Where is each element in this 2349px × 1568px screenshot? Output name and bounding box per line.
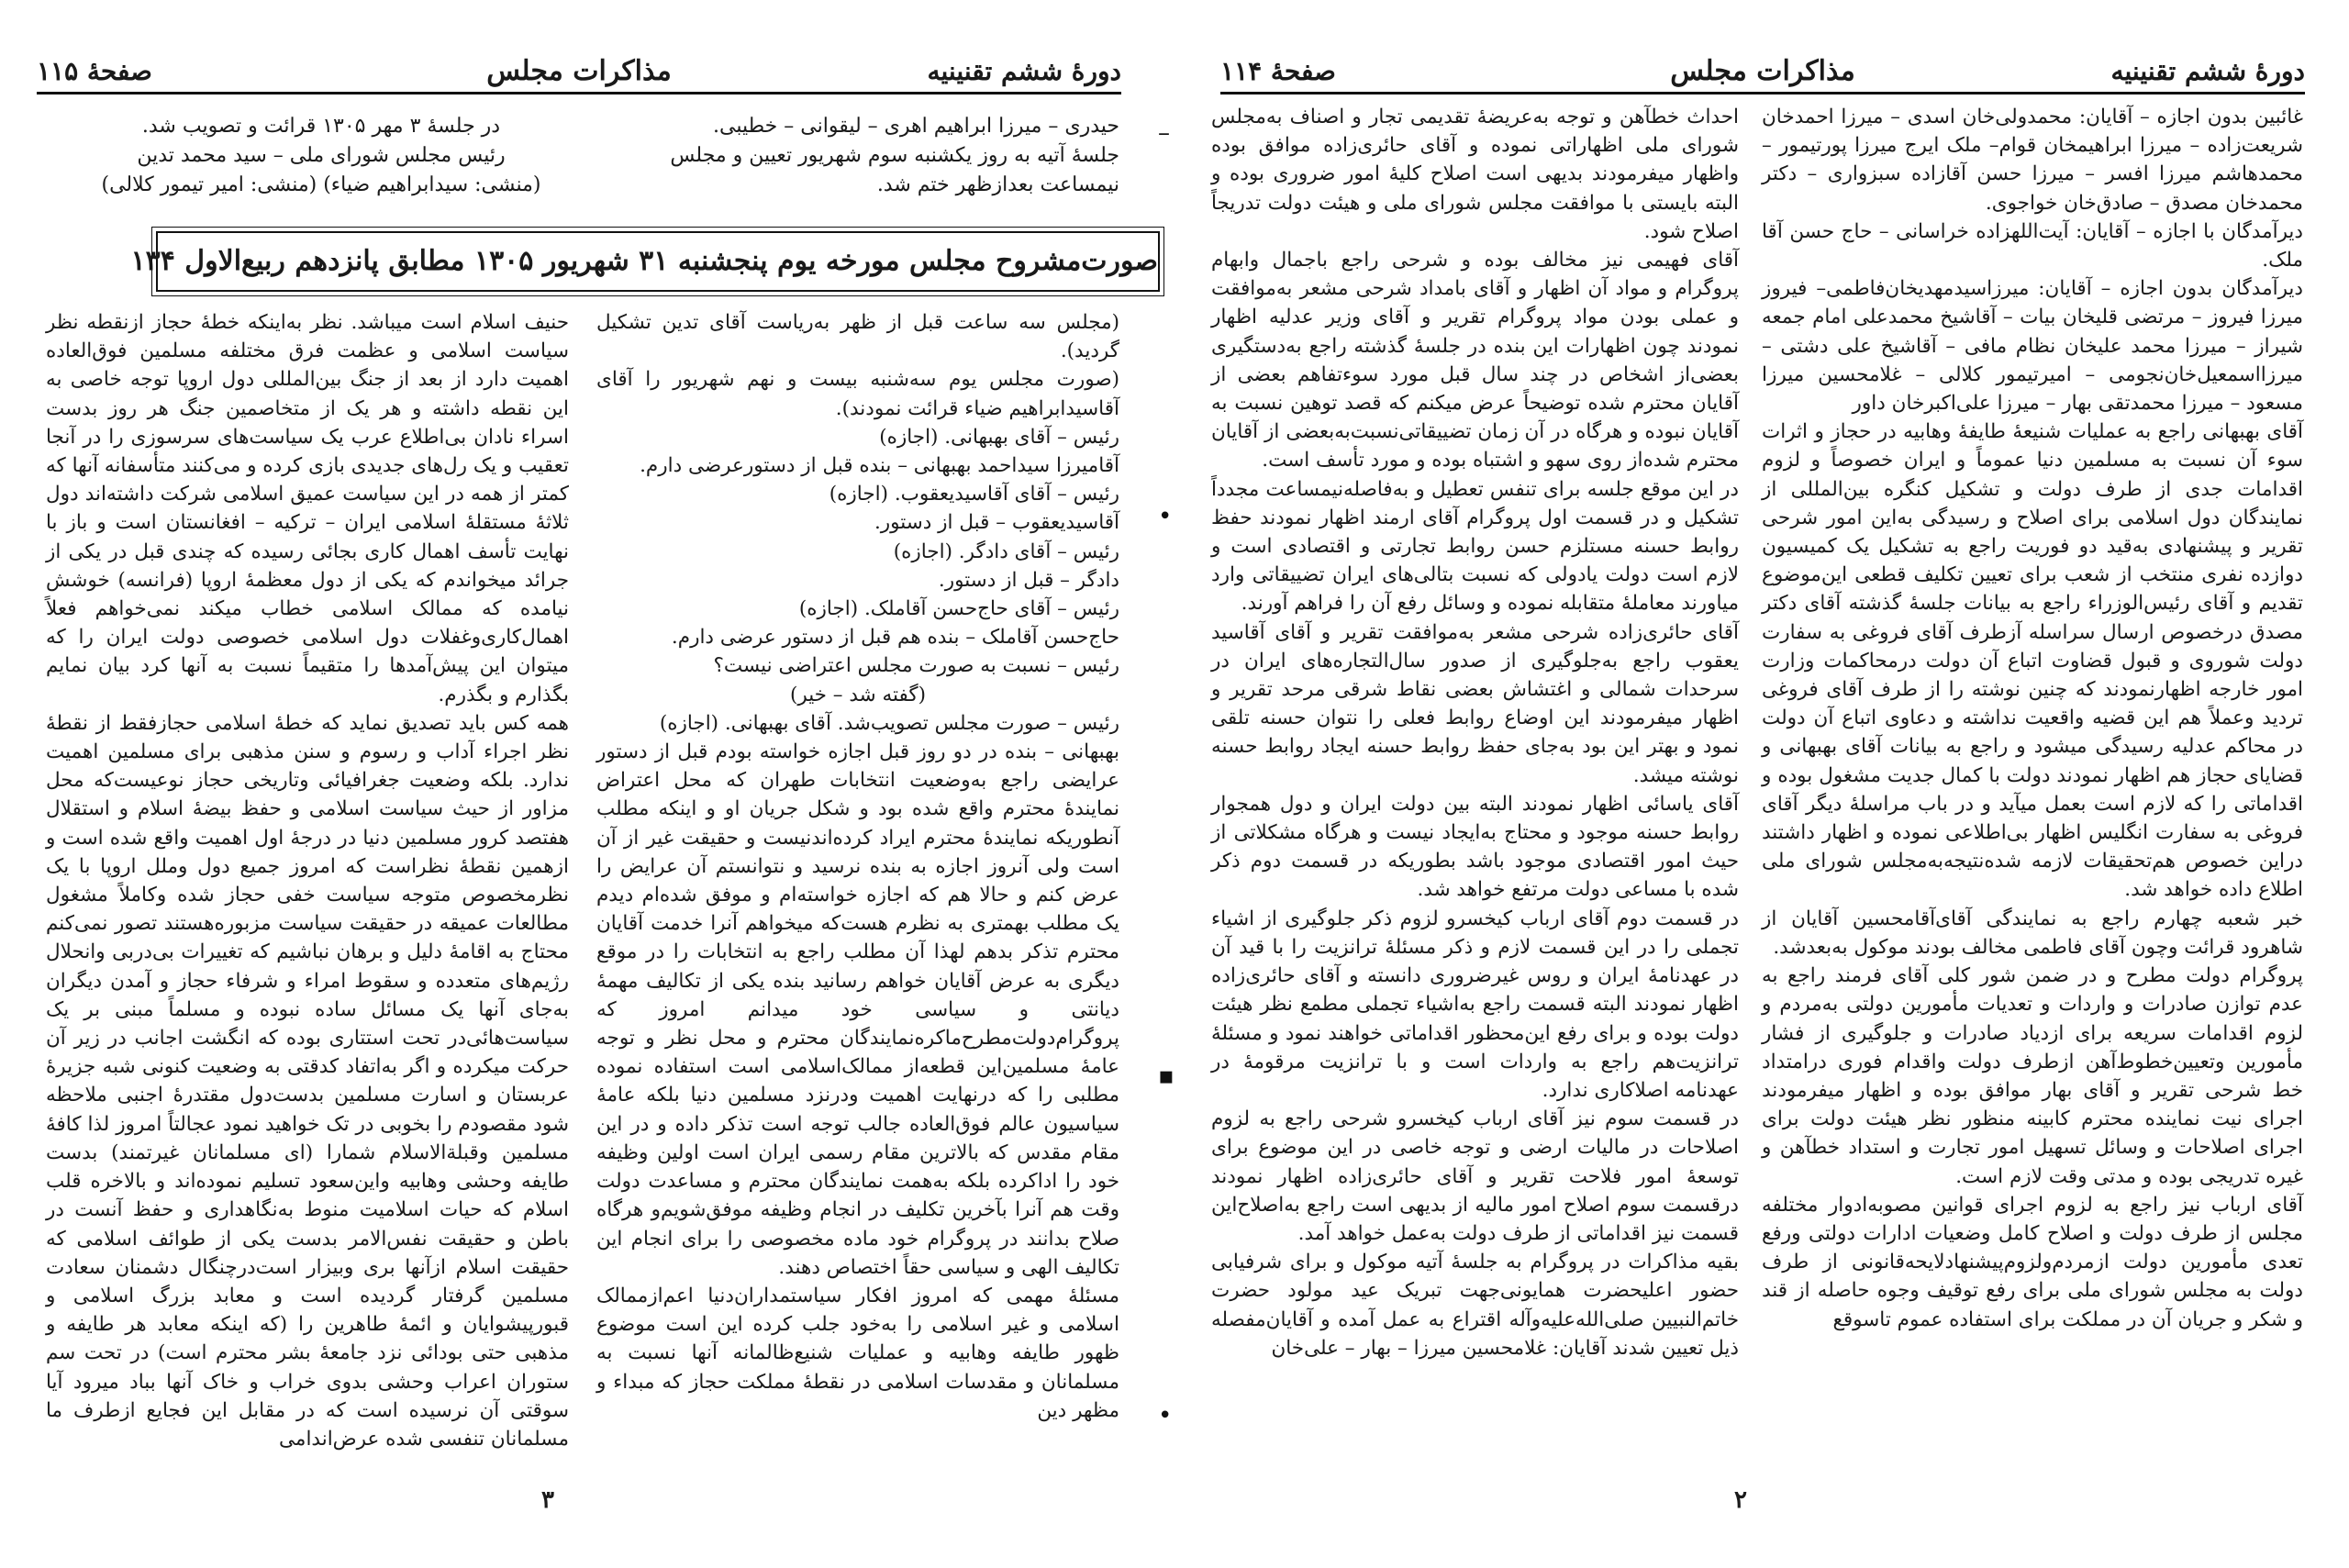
paragraph: آقای بهبهانی راجع به عملیات شنیعهٔ طایفهٔ وهابیه در حجاز و اثرات سوء آن نسبت به مسلمین دنیا عموماً و ایران خصوصاً و لزوم اقدامات جدی از طرف دولت و تشکیل کنگره بین‌المللی از نمایندگان دول اسلامی برای اصلاح و رسیدگی به‌این امور شرحی تقریر و پیشنهادی به‌قید دو فوریت راجع به تشکیل یک کمیسیون دوازده نفری منتخب از شعب برای تعیین تکلیف قطعی این‌موضوع تقدیم و آقای رئیس‌الوزراء راجع به بیانات جلسهٔ گذشته آقای دکتر مصدق درخصوص ارسال سراسله آزطرف آقای فروغی به سفارت دولت شوروی و قبول قضاوت اتباع آن دولت درمحاکمات وزارت امور خارجه اظهارنمودند که چنین نوشته را از طرف آقای فروغی تردید وعملاً هم این قضیه واقعیت نداشته و دعاوی اتباع آن دولت در محاکم عدلیه رسیدگی میشود و راجع به بیانات آقای بهبهانی و قضایای حجاز هم اظهار نمودند دولت با کمال جدیت مشغول بوده و اقداماتی را که لازم است بعمل میآید و در باب مراسلهٔ دیگر آقای فروغی به سفارت انگلیس اظهار بی‌اطلاعی نموده و اظهار داشتند دراین خصوص هم‌تحقیقات لازمه شده‌نتیجه‌به‌مجلس شورای ملی اطلاع داده خواهد شد.	[1762, 420, 2303, 902]
previous-session-ending	[587, 112, 1119, 222]
paragraph: دادگر – قبل از دستور.	[938, 568, 1119, 592]
paragraph: دیرآمدگان بدون اجازه – آقایان: میرزاسیدمهدیخان‌فاطمی‌– فیروز میرزا فیروز – مرتضی قلیخان بیات – آقاشیخ محمدعلی امام جمعه شیراز – میرزا محمد علیخان نظام مافی – آقاشیخ علی دشتی – میرزااسمعیل‌خان‌نجومی – امیرتیمور کلالی – غلامحسین میرزا مسعود – میرزا محمدتقی بهار – میرزا علی‌اکبرخان داور	[1762, 277, 2303, 416]
gutter-mark: •	[1158, 1402, 1173, 1429]
page-number: ۲	[1734, 1486, 1747, 1514]
paragraph: رئیس – آقای بهبهانی. (اجازه)	[879, 425, 1119, 449]
paragraph: در قسمت دوم آقای ارباب کیخسرو لزوم ذکر جلوگیری از اشیاء تجملی را در این قسمت لازم و ذکر مسئلهٔ ترانزیت را با قید آن در عهدنامهٔ ایران و روس غیرضروری دانسته و آقای حائری‌زاده اظهار نمودند البته قسمت راجع به‌اشیاء تجملی مطمع نظر هیئت دولت بوده و برای رفع این‌محظور اقداماتی خواهند نمود و مسئلهٔ ترانزیت‌هم راجع به واردات است و با ترانزیت مرقومهٔ در عهدنامه اصلاکاری ندارد.	[1211, 906, 1739, 1102]
left-page-column-right	[596, 308, 1119, 1473]
gutter-mark: •	[1158, 503, 1173, 530]
header-title: مذاکرات مجلس	[486, 55, 672, 87]
paragraph: در این موقع جلسه برای تنفس تعطیل و به‌فاصله‌نیمساعت مجدداً تشکیل و در قسمت اول پروگرام آقای ارمند اظهار نمودند حفظ روابط حسنه مستلزم حسن روابط تجارتی و اقتصادی است و لازم است دولت یادولی که نسبت بتالی‌های ایران تضییقاتی وارد میاورند معاملهٔ متقابله نموده و وسائل رفع آن را فراهم آورند.	[1211, 477, 1739, 616]
session-banner: صورت‌مشروح مجلس مورخه یوم پنجشنبه ۳۱ شهریور ۱۳۰۵ مطابق پانزدهم ربیع‌الاول ۱۳۴	[156, 231, 1160, 292]
signature-secretaries: (منشی: سیدابراهیم ضیاء) (منشی: امیر تیمور کلالی)	[101, 173, 541, 196]
left-page-column-left	[46, 308, 569, 1473]
paragraph: حنیف اسلام است میباشد. نظر به‌اینکه خطهٔ حجاز ازنقطه نظر سیاست اسلامی و عظمت فرق مختلفه مسلمین فوق‌العاده اهمیت دارد از بعد از جنگ بین‌المللی دول اروپا توجه خاصی به این نقطه داشته و هر یک از متخاصمین جنگ هر روز بدست اسراء نادان بی‌اطلاع عرب یک سیاست‌های سرسوزی را در آنجا تعقیب و یک رل‌های جدیدی بازی کرده و می‌کنند متأسفانه آنها که کمتر از همه در این سیاست عمیق اسلامی شرکت داشته‌اند دول ثلاثهٔ مستقلهٔ اسلامی ایران – ترکیه – افغانستان است و باز با نهایت تأسف اهمال کاری بجائی رسیده که چندی قبل در یکی از جرائد میخواندم که یکی از دول معظمهٔ اروپا (فرانسه) خوشش نیامده که ممالک اسلامی خطاب میکند نمی‌خواهم فعلاً اهمال‌کاری‌وغفلات دول اسلامی خصوصی دولت ایران را که میتوان این پیش‌آمدها را متقیماً نسبت به آنها کرد بیان نمایم بگذارم و بگذرم.	[46, 311, 569, 706]
paragraph: در قسمت سوم نیز آقای ارباب کیخسرو شرحی راجع به لزوم اصلاحات در مالیات ارضی و توجه خاصی در این موضوع برای توسعهٔ امور فلاحت تقریر و آقای حائری‌زاده اظهار نمودند درقسمت سوم اصلاح امور مالیه از بدیهی است راجع به‌اصلاح‌این قسمت نیز اقداماتی از طرف دولت به‌عمل خواهد آمد.	[1211, 1107, 1739, 1245]
header-rule	[37, 92, 1121, 95]
right-page-column-right	[1762, 103, 2303, 1470]
paragraph: رئیس – صورت مجلس تصویب‌شد. آقای بهبهانی. (اجازه)	[659, 711, 1119, 735]
paragraph: رئیس – آقای دادگر. (اجازه)	[893, 539, 1119, 563]
paragraph: رئیس – آقای آقاسیدیعقوب. (اجازه)	[829, 483, 1119, 506]
session-label: دورهٔ ششم تقنینیه	[927, 56, 1121, 86]
right-page	[1184, 0, 2342, 1568]
header-title: مذاکرات مجلس	[1670, 55, 1855, 87]
paragraph: (گفته شد – خیر)	[789, 683, 927, 706]
paragraph: همه کس باید تصدیق نماید که خطهٔ اسلامی حجازفقط از نقطهٔ نظر اجراء آداب و رسوم و سنن مذهبی برای مسلمین اهمیت ندارد. بلکه وضعیت جغرافیائی وتاریخی حجاز نوعیست‌که محل مزاور از حیث سیاست اسلامی و حفظ بیضهٔ اسلام و استقلال هفتصد کرور مسلمین دنیا در درجهٔ اول اهمیت واقع شده است و ازهمین نقطهٔ نظراست که امروز جمیع دول وملل اروپا با یک نظرمخصوص متوجه سیاست خفی حجاز شده وکاملاً مشغول مطالعات عمیقه در حقیقت سیاست مزبوره‌هستند تصور نمی‌کنم محتاج به اقامهٔ دلیل و برهان نباشیم که تغییرات بی‌دربی وانحلال رژیم‌های متعدده و سقوط امراء و شرفاء حجاز و آمدن دیگران به‌جای آنها یک مسائل ساده نبوده و مسلماً مبنی بر یک سیاست‌هائی‌در تحت استتاری بوده که انگشت اجانب در زیر آن حرکت میکرده و اگر به‌اتفاد کدقتی به وضعیت کنونی شبه جزیرهٔ عربستان و اسارت مسلمین بدست‌دول مقتدرهٔ اجنبی ملاحظه شود مقصودم را بخوبی در تک خواهید نمود عجالتاً امروز لذا کافهٔ مسلمین وقبلةالاسلام شمارا (ای مسلمانان غیرتمند) بدست طایفه وحشی وهابیه واین‌سعود تسلیم نموده‌اند و بالاخره قلب اسلام که حیات اسلامیت منوط به‌نگاهداری و حفظ آنست در باطن و حقیقت نفس‌الامر بدست یکی از طوائف اسلامی که حقیقت اسلام ازآنها بری وبیزار است‌درچنگال دشمنان سعادت مسلمین گرفتار گردیده است و معابد بزرگ اسلامی و قبورپیشوایان و ائمهٔ طاهرین را (که اینکه معابد هر طایفه و مذهبی حتی بودائی نزد جامعهٔ بشر محترم است) در تحت سم ستوران اعراب وحشی بدوی خراب و خاک آنها بباد میرود آیا سوقتی آن نرسیده است که در مقابل این فجایع ازطرف ما مسلمانان تنفسی شده عرض‌اندامی	[46, 711, 569, 1451]
page-label: صفحهٔ ۱۱۴	[1220, 56, 1336, 86]
page-label: صفحهٔ ۱۱۵	[37, 56, 152, 86]
paragraph: (مجلس سه ساعت قبل از ظهر به‌ریاست آقای تدین تشکیل گردید).	[596, 311, 1119, 363]
gutter-mark: –	[1158, 119, 1170, 147]
paragraph: (صورت مجلس یوم سه‌شنبه بیست و نهم شهریور را آقای آقاسیدابراهیم ضیاء قرائت نمودند).	[596, 368, 1119, 420]
paragraph: آقامیرزا سیداحمد بهبهانی – بنده قبل از دستورعرضی دارم.	[640, 454, 1119, 478]
approval-block	[101, 112, 541, 222]
approval-note: در جلسهٔ ۳ مهر ۱۳۰۵ قرائت و تصویب شد.	[141, 115, 501, 138]
paragraph: دیرآمدگان با اجازه – آقایان: آیت‌اللهزاده خراسانی – حاج حسن آقا ملک.	[1762, 219, 2303, 272]
paragraph: آقاسیدیعقوب – قبل از دستور.	[874, 511, 1119, 535]
gutter-mark: ▪	[1158, 1062, 1174, 1090]
left-page-header	[37, 53, 1121, 90]
header-rule	[1220, 92, 2305, 95]
paragraph: آقای یاسائی اظهار نمودند البته بین دولت ایران و دول همجوار روابط حسنه موجود و محتاج به‌ایجاد نیست و هرگاه مشکلاتی از حیث امور اقتصادی موجود باشد بطوریکه در قسمت دوم ذکر شده با مساعی دولت مرتفع خواهد شد.	[1211, 792, 1739, 902]
right-page-header	[1220, 53, 2305, 90]
session-label: دورهٔ ششم تقنینیه	[2110, 56, 2305, 86]
right-page-column-left	[1211, 103, 1739, 1470]
paragraph: پروگرام دولت مطرح و در ضمن شور کلی آقای فرمند راجع به عدم توازن صادرات و واردات و تعدیات مأمورین دولتی به‌مردم و لزوم اقدامات سریعه برای ازدیاد صادرات و جلوگیری از فشار مأمورین وتعیین‌خطوط‌آهن ازطرف دولت واقدام فوری درامتداد خط شرحی تقریر و آقای بهار موافق بوده و اظهار میفرمودند اجرای نیت نماینده محترم کابینه منظور نظر هیئت دولت برای اجرای اصلاحات و وسائل تسهیل امور تجارت و استداد خطآهن و غیره تدریجی بوده و مدتی وقت لازم است.	[1762, 964, 2303, 1188]
text-line: جلسهٔ آتیه به روز یکشنبه سوم شهریور تعیین و مجلس نیمساعت بعدازظهر ختم شد.	[670, 144, 1119, 196]
paragraph: حاج‌حسن آقاملک – بنده هم قبل از دستور عرضی دارم.	[671, 626, 1119, 650]
paragraph: آقای ارباب نیز راجع به لزوم اجرای قوانین مصوبه‌ادوار مختلفه مجلس از طرف دولت و اصلاح کامل وضعیات ادارات دولتی ورفع تعدی مأمورین دولت ازمردم‌ولزوم‌پیشنهادلایحه‌قانونی از طرف دولت به مجلس شورای ملی برای رفع توقیف وجوه حاصله از قند و شکر و جریان آن در مملکت برای استفاده عموم تاسوقع	[1762, 1193, 2303, 1331]
signature-president: رئیس مجلس شورای ملی – سید محمد تدین	[137, 144, 506, 167]
paragraph: غائبین بدون اجازه – آقایان: محمدولی‌خان اسدی – میرزا احمدخان شریعت‌زاده – میرزا ابراهیمخان قوام‌– ملک ایرج میرزا پورتیمور – محمدهاشم میرزا افسر – میرزا حسن آقازاده سبزواری – دکتر محمدخان مصدق – صادق‌خان خواجوی.	[1762, 106, 2303, 215]
paragraph: آقای حائری‌زاده شرحی مشعر به‌موافقت تقریر و آقای آقاسید یعقوب راجع به‌جلوگیری از صدور سال‌التجاره‌های ایران در سرحدات شمالی و اغتشاش بعضی نقاط شرقی مرحد تقریر و اظهار میفرمودند این اوضاع روابط فعلی را نتوان حسنه تلقی نمود و بهتر این بود به‌جای حفظ روابط حسنه ایجاد روابط حسنه نوشته میشد.	[1211, 620, 1739, 787]
paragraph: بهبهانی – بنده در دو روز قبل اجازه خواسته بودم قبل از دستور عرایضی راجع به‌وضعیت انتخابات طهران که محل اعتراض نمایندهٔ محترم واقع شده بود و شکل جریان او و اینکه مطلب آنطوریکه نمایندهٔ محترم ایراد کرده‌اندنیست و حقیقت غیر از آن است ولی آنروز اجازه به بنده نرسید و نتوانستم آن عرایض را عرض کنم و حالا هم که اجازه خواسته‌ام و موفق شده‌ام دیدم یک مطلب بهمتری به نظرم هست‌که میخواهم آنرا خدمت آقایان محترم تذکر بدهم لهذا آن مطلب راجع به انتخابات را در موقع دیگری به عرض آقایان خواهم رسانید بنده یکی از تکالیف مهمهٔ دیانتی و سیاسی خود میدانم امروز که پروگرام‌دولت‌مطرح‌ماکره‌نمایندگان محترم و محل نظر و توجه عامهٔ مسلمین‌این قطعه‌از ممالک‌اسلامی است استفاده نموده مطلبی را که درنهایت اهمیت ودرنزد مسلمین دنیا بلکه عامهٔ سیاسیون عالم فوق‌العاده جالب توجه است تذکر داده و در این مقام مقدس که بالاترین مقام رسمی ایران است اولین وظیفه خود را اداکرده بلکه به‌همت نمایندگان محترم و مساعدت دولت وقت هم آنرا بآخرین تکلیف در انجام وظیفه موفق‌شویم‌و هرگاه صلاح بدانند در پروگرام خود ماده مخصوصی را برای انجام این تکالیف الهی و سیاسی حقاً اختصاص دهند.	[596, 740, 1119, 1279]
paragraph: مسئلهٔ مهمی که امروز افکار سیاستمداران‌دنیا اعم‌ازممالک اسلامی و غیر اسلامی را به‌خود جلب کرده این است موضوع ظهور طایفه وهابیه و عملیات شنیع‌ظالمانه آنها نسبت به مسلمانان و مقدسات اسلامی در نقطهٔ مملکت حجاز که مبداء و مظهر دین	[596, 1284, 1119, 1422]
text-line: حیدری – میرزا ابراهیم اهری – لیقوانی – خطیبی.	[713, 115, 1119, 138]
paragraph: احداث خطآهن و توجه به‌عریضهٔ تقدیمی تجار و اصناف به‌مجلس شورای ملی اظهاراتی نموده و آقای حائری‌زاده موافق بوده واظهار میفرمودند بدیهی است اصلاح کلیهٔ امور ضروری بوده و البته بایستی با موافقت مجلس شورای ملی و هیئت دولت تدریجاً اصلاح شود.	[1211, 106, 1739, 243]
left-page	[0, 0, 1158, 1568]
paragraph: خبر شعبه چهارم راجع به نمایندگی آقای‌آقامحسین آقایان از شاهرود قرائت وچون آقای فاطمی مخالف بودند موکول به‌بعدشد.	[1762, 906, 2303, 959]
paragraph: رئیس – آقای حاج‌حسن آقاملک. (اجازه)	[798, 597, 1119, 621]
paragraph: رئیس – نسبت به صورت مجلس اعتراضی نیست؟	[713, 654, 1119, 678]
paragraph: بقیه مذاکرات در پروگرام به جلسهٔ آتیه موکول و برای شرفیابی حضور اعلیحضرت همایونی‌جهت تبریک عید مولود حضرت خاتم‌النبیین صلی‌الله‌علیه‌وآله اقتراع به عمل آمده و آقایان‌مفصله ذیل تعیین شدند آقایان: غلامحسین میرزا – بهار – علی‌خان	[1211, 1251, 1739, 1360]
paragraph: آقای فهیمی نیز مخالف بوده و شرحی راجع باجمال وابهام پروگرام و مواد آن اظهار و آقای بامداد شرحی مشعر به‌موافقت و عملی بودن مواد پروگرام تقریر و آقای وزیر عدلیه اظهار نمودند چون اظهارات این بنده در جلسهٔ گذشته راجع به‌دستگیری بعضی‌از اشخاص در چند سال قبل مورد سوءتفاهم بعضی از آقایان محترم شده توضیحاً عرض میکنم که قصد توهین نسبت به آقایان نبوده و هرگاه در آن زمان تضییقاتی‌نسبت‌به‌بعضی از آقایان محترم شده‌از روی سهو و اشتباه بوده و مورد تأسف است.	[1211, 249, 1739, 473]
page-number: ۳	[541, 1486, 554, 1514]
